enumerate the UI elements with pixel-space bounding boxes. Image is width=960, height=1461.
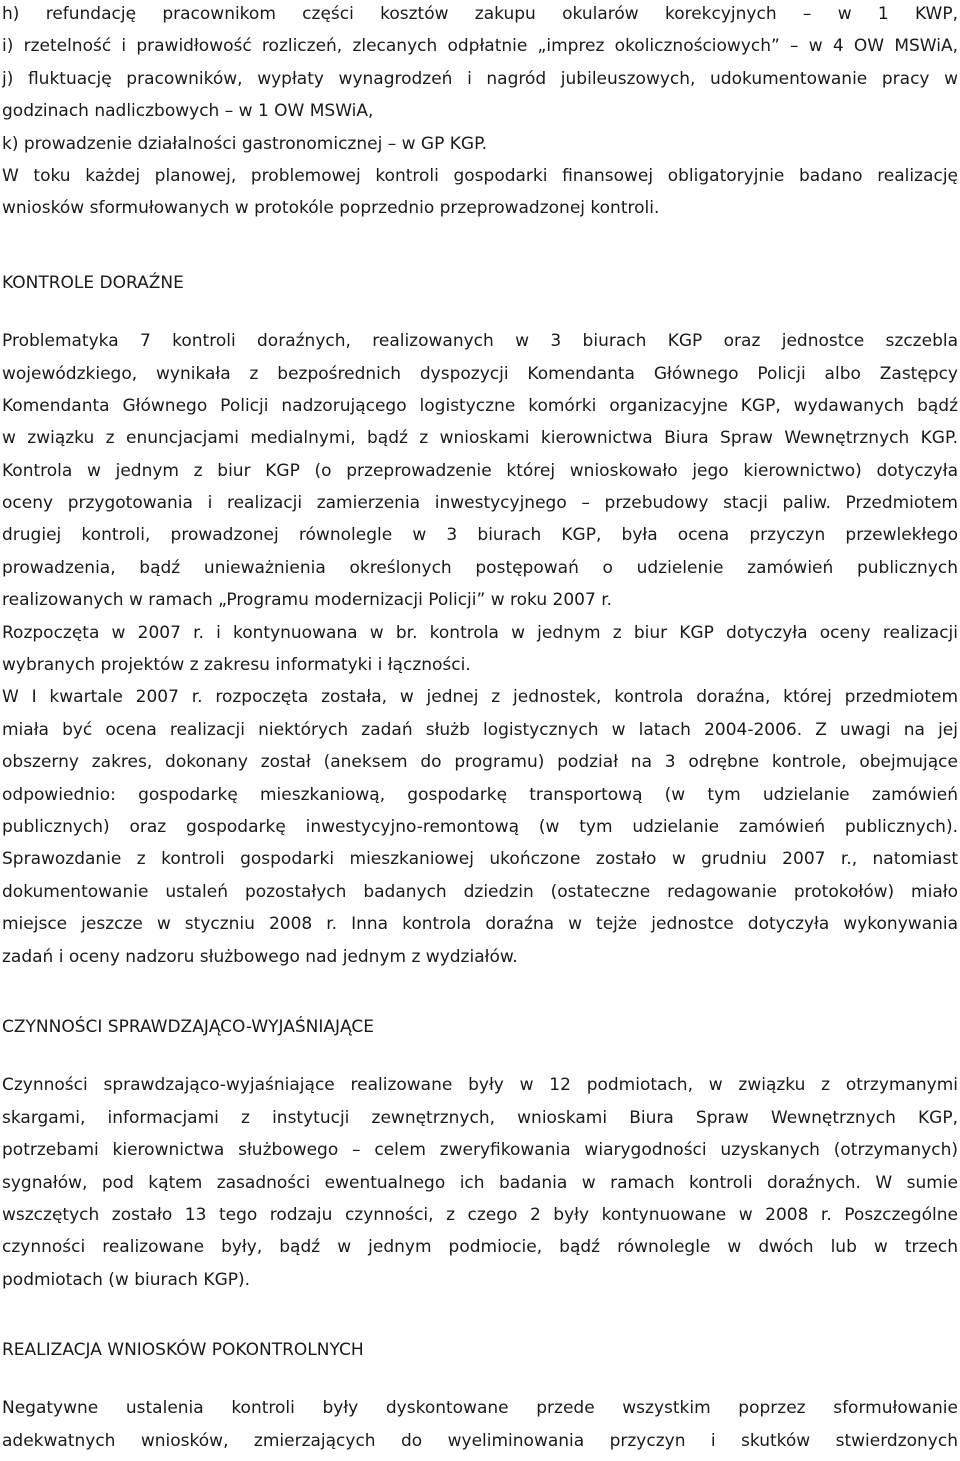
list-item-k: k) prowadzenie działalności gastronomicznej – w GP KGP.	[2, 133, 488, 154]
paragraph-line: w związku z enuncjacjami medialnymi, bądź z wnioskami kierownictwa Biura Spraw Wewnętrznych KGP.	[2, 428, 958, 449]
paragraph-line: wojewódzkiego, wynikała z bezpośrednich dyspozycji Komendanta Głównego Policji albo Zastępcy	[2, 363, 958, 384]
paragraph-line: podmiotach (w biurach KGP).	[2, 1269, 251, 1290]
list-item-j: j) fluktuację pracowników, wypłaty wynagrodzeń i nagród jubileuszowych, udokumentowanie pracy w	[2, 68, 958, 89]
paragraph-line: skargami, informacjami z instytucji zewnętrznych, wnioskami Biura Spraw Wewnętrznych KGP,	[2, 1107, 958, 1128]
paragraph-line: odpowiednio: gospodarkę mieszkaniową, gospodarkę transportową (w tym udzielanie zamówień	[2, 784, 958, 805]
paragraph-line: prowadzenia, bądź unieważnienia określonych postępowań o udzielenie zamówień publicznych	[2, 557, 958, 578]
list-item-h: h) refundację pracownikom części kosztów zakupu okularów korekcyjnych – w 1 KWP,	[2, 4, 958, 24]
intro-block	[2, 0, 958, 229]
paragraph-line: wniosków sformułowanych w protokóle poprzednio przeprowadzonej kontroli.	[2, 198, 660, 219]
list-item-j-cont: godzinach nadliczbowych – w 1 OW MSWiA,	[2, 101, 374, 122]
paragraph-line: zadań i oceny nadzoru służbowego nad jednym z wydziałów.	[2, 946, 518, 967]
section-heading: CZYNNOŚCI SPRAWDZAJĄCO-WYJAŚNIAJĄCE	[2, 1016, 374, 1037]
list-item-i: i) rzetelność i prawidłowość rozliczeń, zlecanych odpłatnie „imprez okolicznościowych” – w 4 OW MSWiA,	[2, 36, 958, 57]
paragraph-line: W toku każdej planowej, problemowej kontroli gospodarki finansowej obligatoryjnie badano realizację	[2, 165, 958, 186]
section-czynnosci	[2, 1015, 958, 1300]
paragraph-line: Problematyka 7 kontroli doraźnych, realizowanych w 3 biurach KGP oraz jednostce szczebla	[2, 331, 958, 352]
paragraph-line: obszerny zakres, dokonany został (aneksem do programu) podział na 3 odrębne kontrole, obejmujące	[2, 752, 958, 773]
paragraph-line: wybranych projektów z zakresu informatyki i łączności.	[2, 655, 471, 676]
paragraph-line: Sprawozdanie z kontroli gospodarki mieszkaniowej ukończone zostało w grudniu 2007 r., natomiast	[2, 849, 958, 870]
paragraph-line: realizowanych w ramach „Programu modernizacji Policji” w roku 2007 r.	[2, 590, 613, 611]
paragraph-line: miejsce jeszcze w styczniu 2008 r. Inna kontrola doraźna w tejże jednostce dotyczyła wykonywania	[2, 914, 958, 935]
paragraph-line: adekwatnych wniosków, zmierzających do wyeliminowania przyczyn i skutków stwierdzonych	[2, 1430, 958, 1451]
paragraph-line: czynności realizowane były, bądź w jednym podmiocie, bądź równolegle w dwóch lub w trzech	[2, 1237, 958, 1258]
document-page	[2, 0, 958, 1461]
paragraph-line: sygnałów, pod kątem zasadności ewentualnego ich badania w ramach kontroli doraźnych. W sumie	[2, 1172, 958, 1193]
paragraph-line: W I kwartale 2007 r. rozpoczęta została, w jednej z jednostek, kontrola doraźna, której przedmiotem	[2, 687, 958, 708]
section-realizacja	[2, 1338, 958, 1461]
section-heading: REALIZACJA WNIOSKÓW POKONTROLNYCH	[2, 1340, 364, 1361]
paragraph-line: Negatywne ustalenia kontroli były dyskontowane przede wszystkim poprzez sformułowanie	[2, 1398, 958, 1419]
paragraph-line: publicznych) oraz gospodarkę inwestycyjno-remontową (w tym udzielanie zamówień publicznych).	[2, 816, 958, 837]
paragraph-line: dokumentowanie ustaleń pozostałych badanych dziedzin (ostateczne redagowanie protokołów) miało	[2, 881, 958, 902]
paragraph-line: Czynności sprawdzająco-wyjaśniające realizowane były w 12 podmiotach, w związku z otrzymanymi	[2, 1075, 958, 1096]
paragraph-line: miała być ocena realizacji niektórych zadań służb logistycznych w latach 2004-2006. Z uwagi na jej	[2, 719, 958, 740]
paragraph-line: Kontrola w jednym z biur KGP (o przeprowadzenie której wnioskowało jego kierownictwo) dotyczyła	[2, 460, 958, 481]
paragraph-line: drugiej kontroli, prowadzonej równolegle w 3 biurach KGP, była ocena przyczyn przewlekłego	[2, 525, 958, 546]
section-kontrole-dorazne	[2, 271, 958, 977]
paragraph-line: Komendanta Głównego Policji nadzorującego logistyczne komórki organizacyjne KGP, wydawanych bądź	[2, 395, 958, 416]
paragraph-line: Rozpoczęta w 2007 r. i kontynuowana w br. kontrola w jednym z biur KGP dotyczyła oceny realizacji	[2, 622, 958, 643]
paragraph-line: potrzebami kierownictwa służbowego – celem zweryfikowania wiarygodności uzyskanych (otrzymanych)	[2, 1140, 958, 1161]
paragraph-line: wszczętych zostało 13 tego rodzaju czynności, z czego 2 były kontynuowane w 2008 r. Poszczególne	[2, 1204, 958, 1225]
paragraph-line: oceny przygotowania i realizacji zamierzenia inwestycyjnego – przebudowy stacji paliw. Przedmiotem	[2, 493, 958, 514]
section-heading: KONTROLE DORAŹNE	[2, 272, 184, 293]
